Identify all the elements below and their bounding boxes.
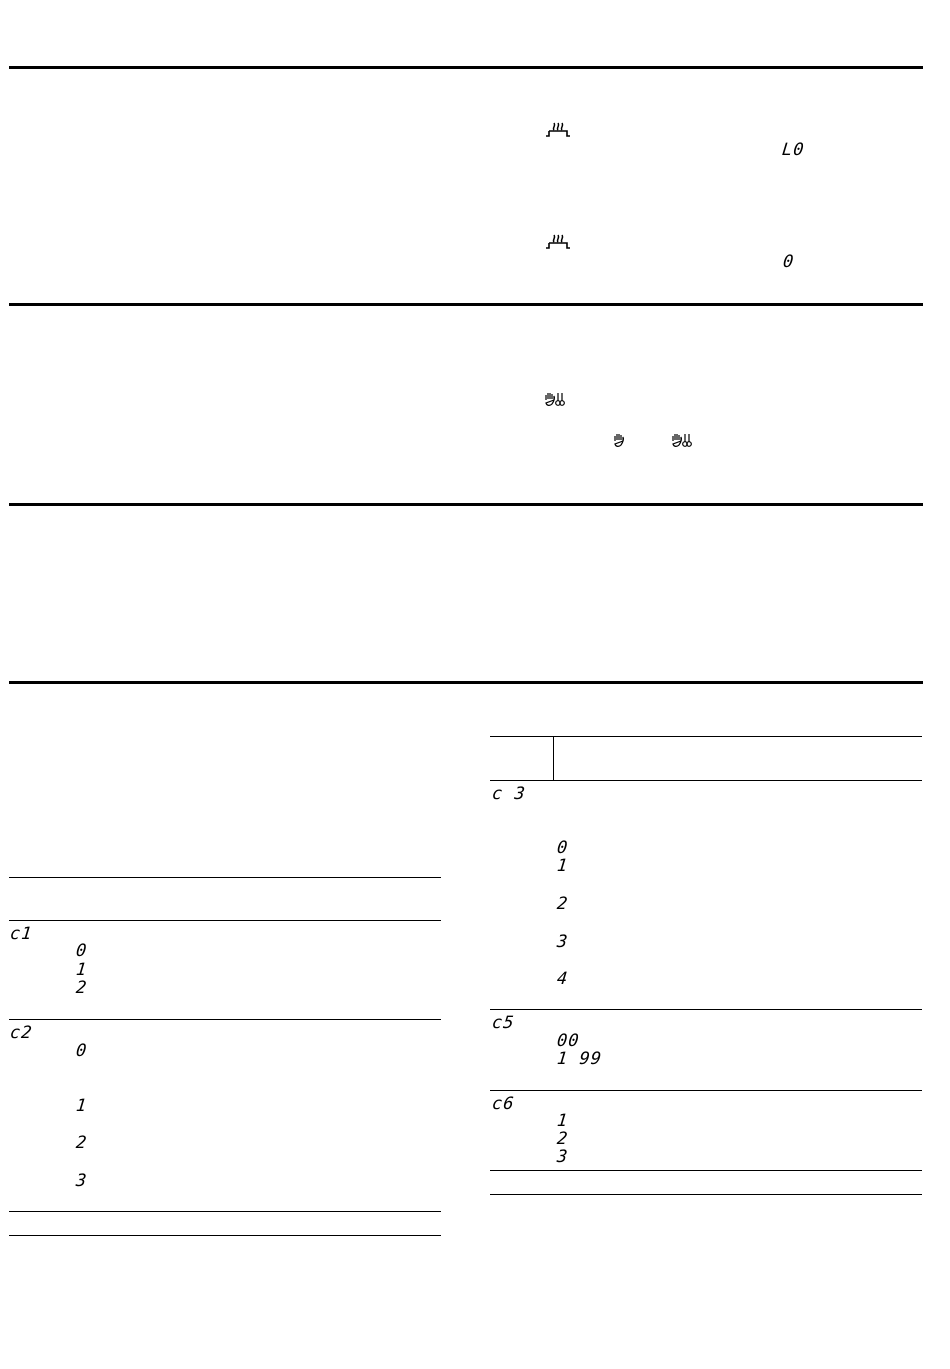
setting-option: 0 xyxy=(556,838,570,858)
table-rule xyxy=(490,1009,922,1010)
keep-warm-icon xyxy=(545,122,571,138)
display-lo: L0 xyxy=(781,140,806,160)
table-rule xyxy=(490,1170,922,1171)
setting-code: c5 xyxy=(491,1013,516,1033)
table-rule xyxy=(9,877,441,878)
setting-option: 0 xyxy=(75,1041,89,1061)
setting-code: c1 xyxy=(9,924,34,944)
table-rule xyxy=(490,780,922,781)
keep-warm-icon xyxy=(545,234,571,250)
table-rule xyxy=(9,1019,441,1020)
setting-option: 3 xyxy=(556,932,570,952)
table-rule xyxy=(490,736,922,737)
setting-option: 2 xyxy=(75,978,89,998)
setting-code: c 3 xyxy=(491,784,527,804)
table-column-divider xyxy=(553,736,554,781)
section-divider-3 xyxy=(9,503,923,506)
section-divider-2 xyxy=(9,303,923,306)
setting-option: 0 xyxy=(75,941,89,961)
table-rule xyxy=(9,1211,441,1212)
setting-option: 1 xyxy=(75,960,89,980)
setting-option: 3 xyxy=(75,1171,89,1191)
section-divider-4 xyxy=(9,681,923,684)
setting-code: c2 xyxy=(9,1023,34,1043)
setting-option: 1 xyxy=(75,1096,89,1116)
setting-option: 1 xyxy=(556,1111,570,1131)
setting-option: 2 xyxy=(75,1133,89,1153)
setting-code: c6 xyxy=(491,1094,516,1114)
table-rule xyxy=(9,920,441,921)
setting-option: 2 xyxy=(556,1129,570,1149)
setting-option: 1 99 xyxy=(556,1049,604,1069)
section-divider-1 xyxy=(9,66,923,69)
display-zero: 0 xyxy=(782,252,796,272)
table-rule xyxy=(490,1090,922,1091)
setting-option: 3 xyxy=(556,1147,570,1167)
residual-heat-icon xyxy=(670,432,694,448)
hand-icon xyxy=(612,432,626,448)
setting-option: 1 xyxy=(556,856,570,876)
table-rule xyxy=(490,1194,922,1195)
residual-heat-icon xyxy=(543,391,567,407)
setting-option: 4 xyxy=(556,969,570,989)
table-rule xyxy=(9,1235,441,1236)
setting-option: 00 xyxy=(556,1031,581,1051)
setting-option: 2 xyxy=(556,894,570,914)
